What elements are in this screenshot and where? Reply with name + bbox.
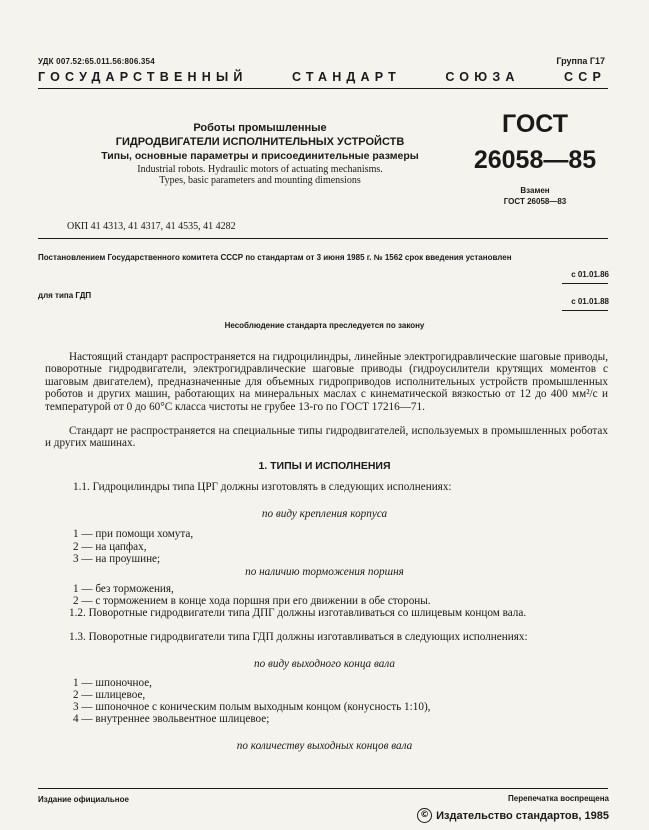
state-standard-word-1: ГОСУДАРСТВЕННЫЙ: [38, 70, 248, 84]
replaces-label: Взамен: [520, 186, 550, 195]
title-line-1: Роботы промышленные: [193, 122, 327, 134]
gdp-type-label: для типа ГДП: [38, 291, 92, 300]
shaft-item-3: 3 — шпоночное с коническим полым выходным концом (конусность 1:10),: [73, 701, 431, 713]
udk-code: УДК 007.52:65.011.56:806.354: [38, 57, 155, 66]
state-standard-banner: [38, 70, 606, 84]
decree-text: Постановлением Государственного комитета СССР по стандартам от 3 июня 1985 г. № 1562 срок введения установлен: [38, 253, 512, 262]
item-1-2: [45, 607, 608, 619]
subheading-count: по количеству выходных концов вала: [236, 740, 413, 752]
intro-paragraph-1: [45, 351, 608, 413]
publisher-line: [417, 808, 609, 823]
header-divider: [38, 88, 608, 89]
state-standard-word-2: СТАНДАРТ: [292, 70, 401, 84]
mount-item-3: 3 — на проушине;: [73, 553, 161, 565]
replaces-value: ГОСТ 26058—83: [503, 197, 567, 206]
effective-date-2: с 01.01.88: [571, 297, 609, 306]
mount-item-1: 1 — при помощи хомута,: [73, 528, 194, 540]
shaft-item-1: 1 — шпоночное,: [73, 677, 152, 689]
intro-paragraph-2: [45, 425, 608, 450]
shaft-item-2: 2 — шлицевое,: [73, 689, 146, 701]
brake-item-1: 1 — без торможения,: [73, 583, 174, 595]
law-notice: Несоблюдение стандарта преследуется по закону: [224, 321, 425, 330]
group-code: Группа Г17: [556, 56, 605, 66]
publisher-text: Издательство стандартов, 1985: [436, 809, 609, 822]
gost-word: ГОСТ: [502, 110, 568, 138]
state-standard-word-4: ССР: [563, 70, 606, 84]
mount-item-2: 2 — на цапфах,: [73, 541, 147, 553]
footer-divider: [38, 788, 608, 789]
effective-date-1: с 01.01.86: [571, 270, 609, 279]
subheading-shaft: по виду выходного конца вала: [254, 658, 395, 670]
intro-paragraph-2-text: Стандарт не распространяется на специальные типы гидродвигателей, используемых в промышленных роботах и других машинах.: [45, 425, 608, 450]
title-english-1: Industrial robots. Hydraulic motors of actuating mechanisms.: [137, 164, 383, 175]
shaft-item-4: 4 — внутреннее эвольвентное шлицевое;: [73, 713, 270, 725]
title-english-2: Types, basic parameters and mounting dimensions: [159, 175, 361, 186]
title-block: [60, 122, 460, 186]
subheading-mount: по виду крепления корпуса: [261, 508, 388, 520]
okp-divider: [38, 238, 608, 239]
item-1-1: 1.1. Гидроцилиндры типа ЦРГ должны изготовлять в следующих исполнениях:: [73, 481, 452, 493]
copyright-icon: ©: [417, 808, 432, 823]
okp-codes: ОКП 41 4313, 41 4317, 41 4535, 41 4282: [67, 221, 236, 232]
intro-paragraph-1-text: Настоящий стандарт распространяется на гидроцилиндры, линейные электрогидравлические шаговые приводы, поворотные гидродвигатели, электрогидравлические шаговые приводы (гидроусилители крутящих моментов с шаговым двигателем), предназначенные для объемных гидроприводов исполнительных устройств промышленных роботов и других машин, работающих на минеральных маслах с кинематической вязкостью от 12 до 400 мм²/с и температурой от 0 до 60°С класса чистоты не грубее 13-го по ГОСТ 17216—71.: [45, 351, 608, 413]
reprint-notice: Перепечатка воспрещена: [508, 794, 609, 803]
official-edition: Издание официальное: [38, 795, 129, 804]
title-line-2: ГИДРОДВИГАТЕЛИ ИСПОЛНИТЕЛЬНЫХ УСТРОЙСТВ: [115, 136, 405, 148]
title-line-3: Типы, основные параметры и присоединительные размеры: [101, 150, 419, 162]
date-2-underline: [562, 310, 608, 311]
item-1-3-text: 1.3. Поворотные гидродвигатели типа ГДП должны изготавливаться в следующих исполнениях:: [69, 631, 528, 643]
state-standard-word-3: СОЮЗА: [445, 70, 520, 84]
gost-number-box: [470, 110, 600, 206]
brake-item-2: 2 — с торможением в конце хода поршня при его движении в обе стороны.: [73, 595, 431, 607]
item-1-2-text: 1.2. Поворотные гидродвигатели типа ДПГ должны изготавливаться со шлицевым концом вала.: [69, 607, 527, 619]
gost-number: 26058—85: [473, 146, 597, 174]
subheading-brake: по наличию торможения поршня: [245, 566, 404, 578]
date-1-underline: [562, 283, 608, 284]
section-1-heading: 1. ТИПЫ И ИСПОЛНЕНИЯ: [258, 460, 391, 472]
item-1-3: [45, 631, 608, 643]
